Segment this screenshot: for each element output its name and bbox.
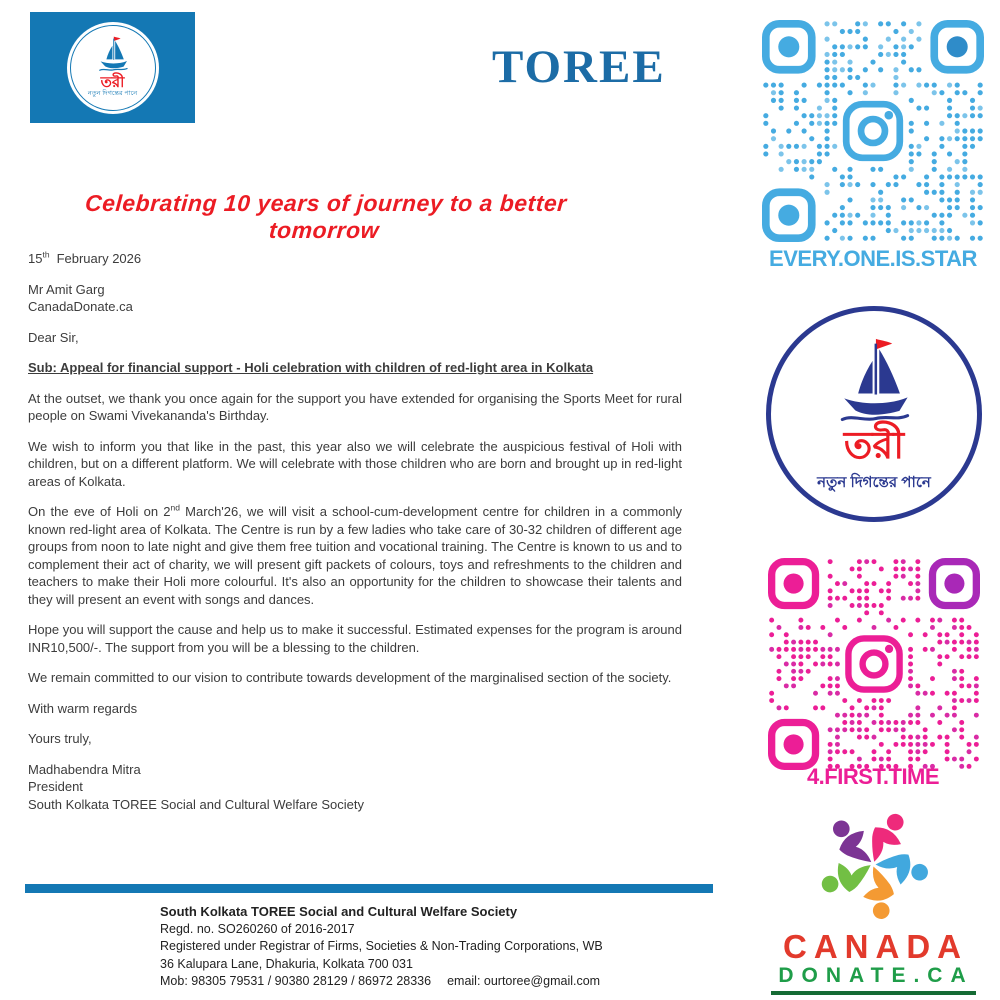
instagram-handle-4-first-time: 4.FIRST.TIME — [806, 764, 940, 789]
date-day: 15 — [28, 251, 43, 266]
date-rest: February 2026 — [56, 251, 142, 266]
org-wordmark: TOREE — [492, 41, 666, 93]
paragraph-3-sup: nd — [170, 502, 180, 513]
footer-block — [160, 903, 720, 991]
paragraph-3-pre: On the eve of Holi on 2 — [28, 504, 171, 519]
canada-text: CANADA — [783, 928, 968, 965]
footer-org-name: South Kolkata TOREE Social and Cultural Welfare Society — [160, 904, 518, 919]
paragraph-3 — [28, 503, 682, 608]
toree-circle-badge — [766, 306, 982, 522]
closing-line: With warm regards — [28, 700, 138, 716]
footer-regd: Regd. no. SO260260 of 2016-2017 — [160, 921, 355, 936]
instagram-qr-code-pink — [768, 558, 980, 770]
logo-bengali-name: তরী — [100, 73, 125, 91]
anniversary-tagline: Celebrating 10 years of journey to a better tomorrow — [84, 190, 568, 243]
recipient-name: Mr Amit Garg — [28, 281, 105, 297]
recipient-block — [28, 281, 682, 316]
signatory-name: Madhabendra Mitra — [28, 761, 141, 777]
paragraph-3-post: March'26, we will visit a school-cum-development centre for children in a commonly known red-light area of Kolkata. The Centre is run by a few ladies who take care of 30-32 children of different age groups from noon to late night and give them free tuition and vocational training. The Centre is known to us and to complement their act of charity, we will present gift packets of colours, toys and refreshments to the children and teachers to make their Holi more colourful. It's also an opportunity for the children to showcase their talents and they will present an event with songs and dances. — [28, 504, 682, 607]
footer-registered: Registered under Registrar of Firms, Societies & Non-Trading Corporations, WB — [160, 939, 603, 953]
recipient-org: CanadaDonate.ca — [28, 299, 133, 314]
footer-email: email: ourtoree@gmail.com — [447, 974, 601, 988]
subject-line: Sub: Appeal for financial support - Holi celebration with children of red-light area in Kolkata — [28, 360, 594, 375]
signoff-line: Yours truly, — [28, 731, 92, 746]
people-star-icon — [807, 800, 939, 928]
paragraph-2: We wish to inform you that like in the past, this year also we will celebrate the auspicious festival of Holi with children, but on a different platform. We will celebrate with those children who are born and brought up in red-light areas of Kolkata. — [28, 438, 682, 489]
instagram-qr-code-blue — [762, 20, 984, 242]
sailboat-icon — [93, 35, 133, 75]
footer-contact — [160, 973, 720, 991]
letter-date — [28, 250, 682, 268]
badge-bengali-tagline: নতুন দিগন্তের পানে — [817, 473, 931, 491]
signatory-title: President — [28, 779, 83, 794]
donate-ca-text: DONATE.CA — [778, 964, 974, 987]
paragraph-4: Hope you will support the cause and help us to make it successful. Estimated expenses for the program is around INR10,500/-. The support from you will be a blessing to the children. — [28, 622, 682, 655]
canada-donate-logo — [760, 800, 986, 995]
sailboat-icon — [826, 335, 922, 431]
footer-mobile: Mob: 98305 79531 / 90380 28129 / 86972 28336 — [160, 974, 432, 988]
instagram-handle-every-one-is-star: EVERY.ONE.IS.STAR — [769, 246, 977, 271]
footer-divider-bar — [25, 884, 713, 893]
badge-bengali-name: তরী — [843, 424, 905, 467]
signature-block — [28, 761, 682, 814]
footer-address: 36 Kalupara Lane, Dhakuria, Kolkata 700 031 — [160, 956, 413, 971]
letter-body — [28, 250, 682, 813]
logo-bengali-tagline: নতুন দিগন্তের পানে — [87, 90, 138, 98]
date-suffix: th — [42, 249, 50, 260]
paragraph-5: We remain committed to our vision to contribute towards development of the marginalised section of the society. — [28, 670, 672, 685]
signatory-org: South Kolkata TOREE Social and Cultural Welfare Society — [28, 796, 365, 812]
toree-header-logo — [30, 12, 195, 123]
paragraph-1: At the outset, we thank you once again for the support you have extended for organising the Sports Meet for rural people on Swami Vivekananda's Birthday. — [28, 390, 682, 423]
canada-logo-underline — [771, 991, 976, 995]
toree-header-logo-circle — [67, 22, 159, 114]
salutation: Dear Sir, — [28, 329, 79, 345]
